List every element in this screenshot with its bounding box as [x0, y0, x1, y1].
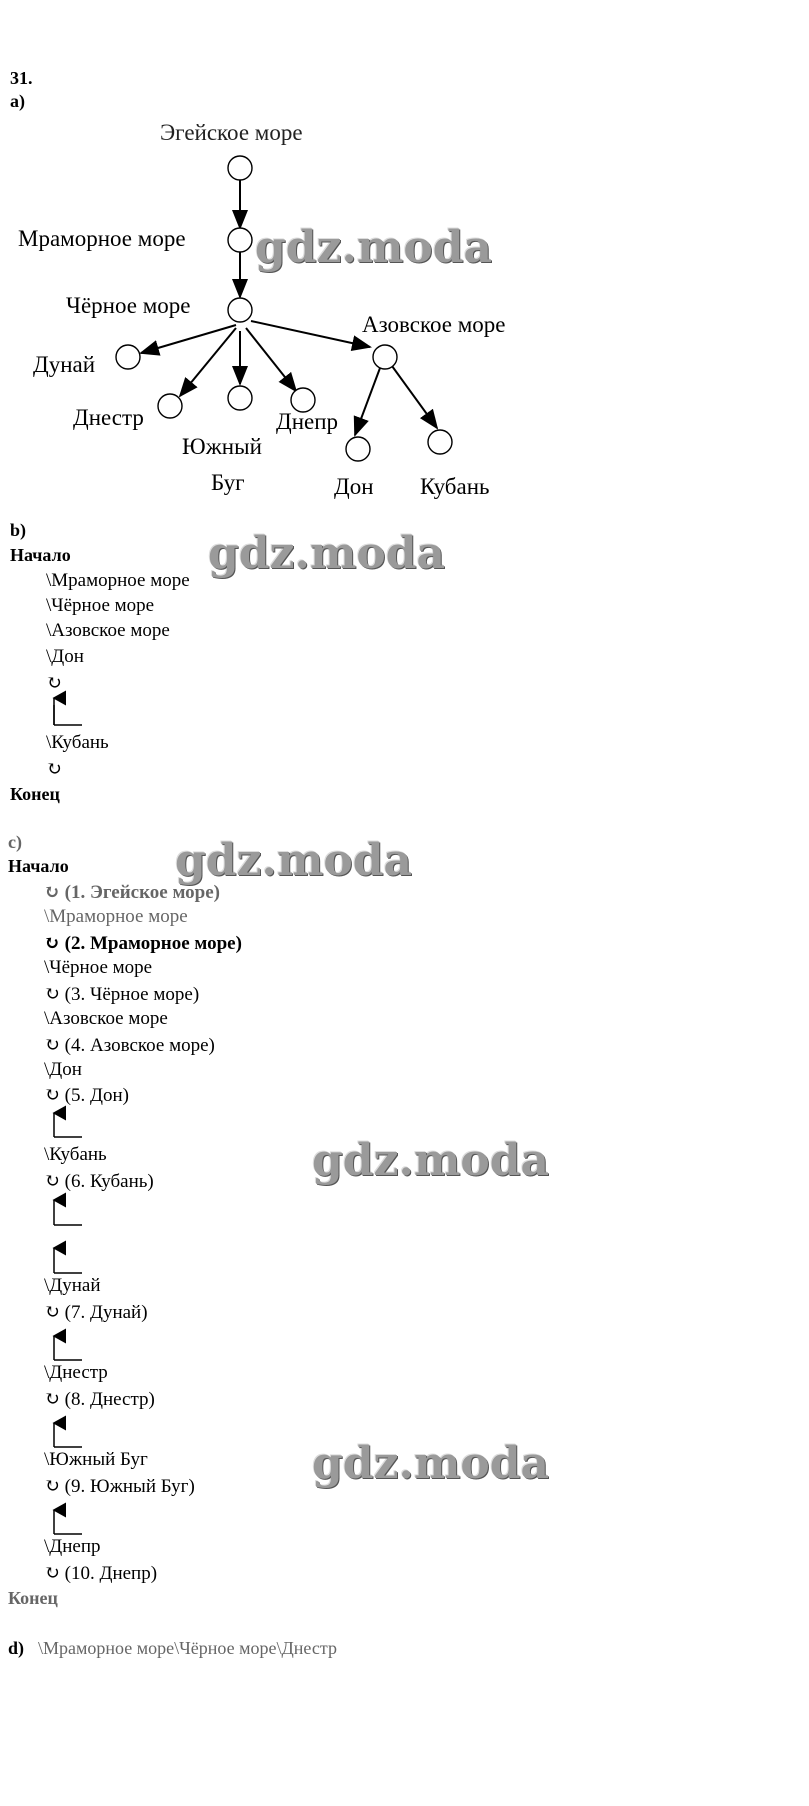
part-c-line: \Днепр	[44, 1536, 101, 1557]
part-b-end: Конец	[10, 784, 60, 804]
part-c-line: ↻ (7. Дунай)	[44, 1302, 148, 1323]
part-c-end: Конец	[8, 1588, 58, 1608]
return-arrow-icon	[54, 1510, 82, 1534]
watermark: gdz.moda	[175, 835, 413, 886]
watermark: gdz.moda	[312, 1135, 550, 1186]
watermark: gdz.moda	[255, 222, 493, 273]
watermark: gdz.moda	[208, 528, 446, 579]
part-c-line: ↻ (4. Азовское море)	[44, 1035, 215, 1056]
label-dniester: Днестр	[73, 405, 144, 430]
part-c-line: ↻ (9. Южный Буг)	[44, 1476, 195, 1497]
part-b-loop-icon: ↻	[46, 673, 62, 694]
return-arrow-icon	[54, 1200, 82, 1225]
part-d-label: d)	[8, 1638, 25, 1658]
label-aegean: Эгейское море	[160, 120, 303, 145]
part-d-path: \Мраморное море\Чёрное море\Днестр	[38, 1638, 337, 1658]
label-azov: Азовское море	[362, 312, 506, 337]
part-b-start: Начало	[10, 545, 71, 565]
part-c-start: Начало	[8, 856, 69, 876]
part-c-line: \Чёрное море	[44, 957, 153, 978]
label-kuban: Кубань	[420, 474, 490, 499]
part-c-line: ↻ (6. Кубань)	[44, 1171, 154, 1192]
part-c-line: \Азовское море	[44, 1008, 168, 1029]
part-c-line: ↻ (10. Днепр)	[44, 1563, 158, 1584]
part-c-line: \Кубань	[44, 1144, 107, 1165]
watermark: gdz.moda	[312, 1438, 550, 1489]
return-arrow-icon	[54, 1423, 82, 1447]
part-b-line: \Дон	[46, 646, 84, 667]
part-c-line: \Южный Буг	[44, 1449, 148, 1470]
label-danube: Дунай	[33, 352, 96, 377]
label-southern-bug-2: Буг	[211, 470, 245, 495]
part-b-loop-icon: ↻	[46, 759, 62, 780]
part-a-label: a)	[10, 91, 25, 111]
part-c-line: ↻ (5. Дон)	[44, 1085, 129, 1106]
return-arrow-icon	[54, 1336, 82, 1360]
part-b-line: \Мраморное море	[46, 570, 190, 591]
label-dnieper: Днепр	[276, 409, 339, 434]
part-c-line: \Днестр	[44, 1362, 108, 1383]
label-black: Чёрное море	[66, 293, 191, 318]
part-c-label: c)	[8, 832, 22, 852]
part-b-label: b)	[10, 520, 27, 540]
label-marmara: Мраморное море	[18, 226, 186, 251]
return-arrow-icon	[54, 1113, 82, 1137]
task-number: 31.	[10, 68, 33, 88]
part-c-line: ↻ (3. Чёрное море)	[44, 984, 200, 1005]
part-c-line: \Мраморное море	[44, 906, 188, 927]
part-c-line: ↻ (1. Эгейское море)	[44, 882, 220, 903]
return-arrow-icon	[54, 1248, 82, 1273]
part-b-line: \Чёрное море	[46, 595, 155, 616]
part-b-line: \Азовское море	[46, 620, 170, 641]
part-c-line: \Дон	[44, 1059, 82, 1080]
part-c-line: \Дунай	[44, 1275, 101, 1296]
part-b-line: \Кубань	[46, 732, 109, 753]
return-arrow-icon	[54, 705, 82, 725]
part-c-line: ↻ (8. Днестр)	[44, 1389, 155, 1410]
label-don: Дон	[334, 474, 374, 499]
label-southern-bug-1: Южный	[182, 434, 262, 459]
part-c-line: ↻ (2. Мраморное море)	[44, 933, 242, 954]
